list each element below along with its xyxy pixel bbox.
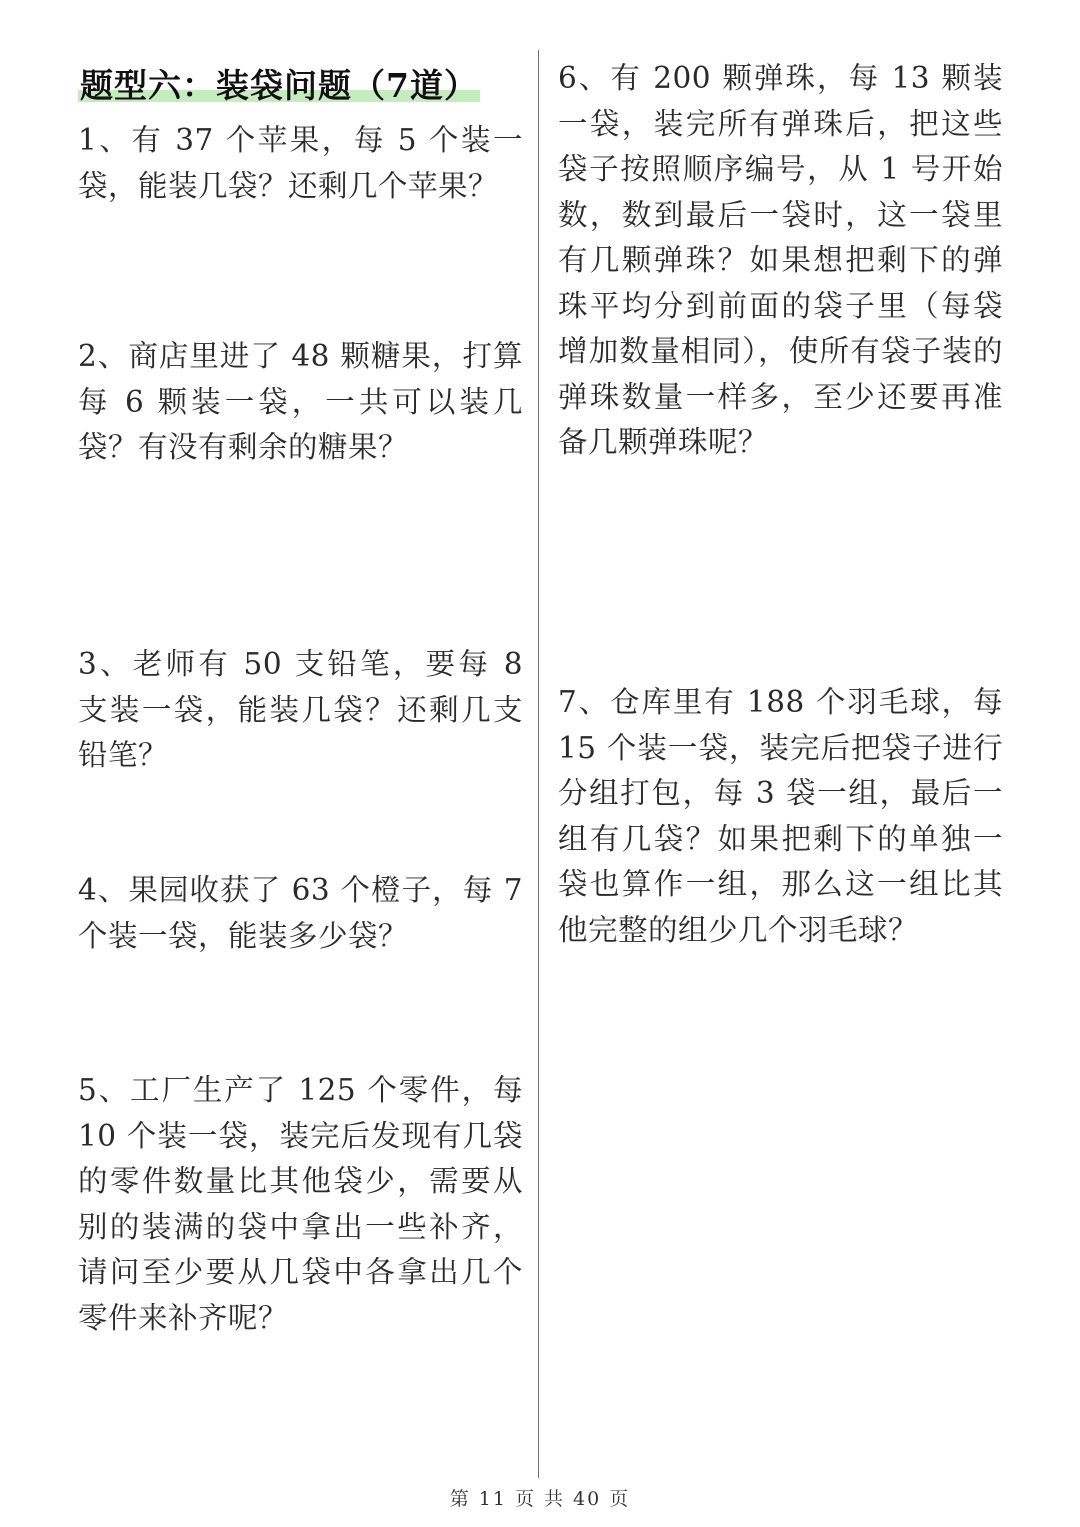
question-4: 4、果园收获了 63 个橙子，每 7 个装一袋，能装多少袋？ [78, 873, 523, 953]
section-heading [78, 62, 480, 110]
section-heading-text: 题型六：装袋问题（7道） [80, 66, 478, 105]
question-1: 1、有 37 个苹果，每 5 个装一袋，能装几袋？还剩几个苹果？ [78, 123, 523, 203]
question-5: 5、工厂生产了 125 个零件，每 10 个装一袋，装完后发现有几袋的零件数量比其他袋少，需要从别的装满的袋中拿出一些补齐，请问至少要从几袋中各拿出几个零件来补齐呢？ [78, 1073, 523, 1335]
question-2: 2、商店里进了 48 颗糖果，打算每 6 颗装一袋，一共可以装几袋？有没有剩余的糖果？ [78, 339, 523, 464]
question-3: 3、老师有 50 支铅笔，要每 8 支装一袋，能装几袋？还剩几支铅笔？ [78, 647, 523, 772]
question-7: 7、仓库里有 188 个羽毛球，每 15 个装一袋，装完后把袋子进行分组打包，每 3 袋一组，最后一组有几袋？如果把剩下的单独一袋也算作一组，那么这一组比其他完整的组少几个羽毛球？ [558, 685, 1003, 947]
question-6: 6、有 200 颗弹珠，每 13 颗装一袋，装完所有弹珠后，把这些袋子按照顺序编号，从 1 号开始数，数到最后一袋时，这一袋里有几颗弹珠？如果想把剩下的弹珠平均分到前面的袋子里（每袋增加数量相同），使所有袋子装的弹珠数量一样多，至少还要再准备几颗弹珠呢？ [558, 61, 1003, 459]
column-divider [538, 50, 539, 1478]
page-number-footer: 第 11 页 共 40 页 [449, 1488, 631, 1510]
